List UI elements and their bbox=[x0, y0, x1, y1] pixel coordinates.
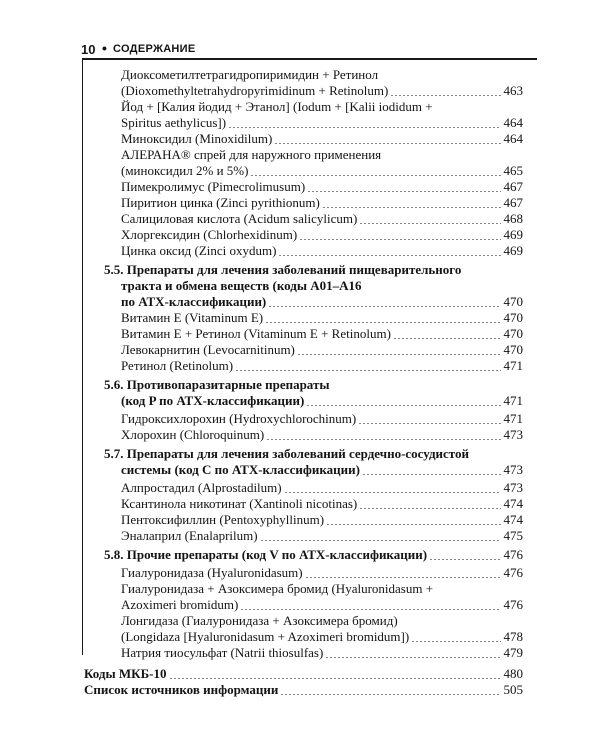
dot-leader bbox=[390, 95, 500, 96]
dot-leader bbox=[228, 127, 500, 128]
toc-entry-title: Левокарнитин (Levocarnitinum) bbox=[121, 342, 295, 357]
toc-page-number: 470 bbox=[503, 294, 523, 309]
dot-leader bbox=[306, 405, 500, 406]
toc-entry-title: Пиритион цинка (Zinci pyrithionum) bbox=[121, 195, 320, 210]
toc-entry-line: Йод + [Калия йодид + Этанол] (Iodum + [Kalii iodidum + bbox=[121, 99, 433, 114]
toc-chapter-title: Список источников информации bbox=[84, 682, 279, 697]
dot-leader bbox=[265, 322, 500, 323]
toc-entry bbox=[121, 358, 523, 374]
toc-entry bbox=[121, 115, 523, 131]
dot-leader bbox=[250, 175, 500, 176]
toc-section-entry bbox=[121, 294, 523, 310]
dot-leader bbox=[297, 354, 501, 355]
toc-page-number: 476 bbox=[503, 565, 523, 580]
toc-entry bbox=[121, 195, 523, 211]
toc-page-number: 476 bbox=[503, 547, 523, 562]
toc-page-number: 505 bbox=[503, 682, 523, 697]
toc-section-entry bbox=[121, 462, 523, 478]
toc-page-number: 469 bbox=[503, 243, 523, 258]
toc-entry-title: Хлорохин (Chloroquinum) bbox=[121, 427, 265, 442]
toc-entry-line: АЛЕРАНА® спрей для наружного применения bbox=[121, 147, 382, 162]
toc-entry bbox=[121, 645, 523, 661]
toc-page-number: 471 bbox=[503, 358, 523, 373]
dot-leader bbox=[169, 678, 501, 679]
toc-entry-title: Гидроксихлорохин (Hydroxychlorochinum) bbox=[121, 411, 357, 426]
toc-entry-line: Диоксометилтетрагидропиримидин + Ретинол bbox=[121, 67, 379, 82]
toc-entry-title: (Longidaza [Hyaluronidasum + Azoximeri bromidum]) bbox=[121, 629, 410, 644]
dot-leader bbox=[260, 540, 501, 541]
toc-page-number: 473 bbox=[503, 462, 523, 477]
toc-entry-title: Пимекролимус (Pimecrolimusum) bbox=[121, 179, 306, 194]
toc-entry bbox=[121, 528, 523, 544]
toc-entry-title: Azoximeri bromidum) bbox=[121, 597, 239, 612]
toc-page-number: 479 bbox=[503, 645, 523, 660]
toc-entry bbox=[121, 131, 523, 147]
section-heading-line: 5.7. Препараты для лечения заболеваний сердечно-сосудистой bbox=[104, 446, 469, 461]
toc-entry-title: Натрия тиосульфат (Natrii thiosulfas) bbox=[121, 645, 324, 660]
toc-entry-title: Хлоргексидин (Chlorhexidinum) bbox=[121, 227, 298, 242]
toc-page-number: 475 bbox=[503, 528, 523, 543]
toc-entry-title: Ксантинола никотинат (Xantinoli nicotinas) bbox=[121, 496, 358, 511]
toc-entry bbox=[121, 496, 523, 512]
toc-page-number: 467 bbox=[503, 179, 523, 194]
toc-page-number: 478 bbox=[503, 629, 523, 644]
toc-page-number: 468 bbox=[503, 211, 523, 226]
toc-entry bbox=[121, 326, 523, 342]
dot-leader bbox=[325, 657, 500, 658]
dot-leader bbox=[359, 223, 500, 224]
toc-page-number: 464 bbox=[503, 131, 523, 146]
dot-leader bbox=[326, 524, 500, 525]
toc-section-title: (код P по АТХ-классификации) bbox=[121, 393, 305, 408]
section-heading-line: тракта и обмена веществ (коды A01–A16 bbox=[121, 278, 362, 293]
header-title: СОДЕРЖАНИЕ bbox=[113, 43, 196, 55]
toc-page-number: 474 bbox=[503, 496, 523, 511]
toc-page-number: 471 bbox=[503, 411, 523, 426]
dot-leader bbox=[393, 338, 501, 339]
toc-section-title: 5.8. Прочие препараты (код V по АТХ-классификации) bbox=[104, 547, 428, 562]
toc-entry bbox=[121, 310, 523, 326]
toc-entry bbox=[121, 227, 523, 243]
toc-entry bbox=[121, 211, 523, 227]
toc-page-number: 465 bbox=[503, 163, 523, 178]
toc-entry bbox=[121, 342, 523, 358]
toc-entry bbox=[121, 411, 523, 427]
dot-leader bbox=[305, 577, 501, 578]
toc-page-number: 470 bbox=[503, 310, 523, 325]
toc-page-number: 463 bbox=[503, 83, 523, 98]
toc-entry-title: (Dioxomethyltetrahydropyrimidinum + Retinolum) bbox=[121, 83, 389, 98]
dot-leader bbox=[411, 641, 500, 642]
toc-entry-title: Витамин Е (Vitaminum E) bbox=[121, 310, 264, 325]
toc-page-number: 467 bbox=[503, 195, 523, 210]
dot-leader bbox=[429, 559, 500, 560]
toc-chapter-title: Коды МКБ-10 bbox=[84, 666, 167, 681]
toc-entry bbox=[121, 163, 523, 179]
toc-entry-line: Лонгидаза (Гиалуронидаза + Азоксимера бромид) bbox=[121, 613, 398, 628]
toc-section-title: системы (код C по АТХ-классификации) bbox=[121, 462, 360, 477]
toc-entry bbox=[121, 565, 523, 581]
dot-leader bbox=[240, 609, 500, 610]
toc-entry-line: Гиалуронидаза + Азоксимера бромид (Hyaluronidasum + bbox=[121, 581, 434, 596]
toc-page-number: 469 bbox=[503, 227, 523, 242]
dot-leader bbox=[266, 439, 500, 440]
toc-section-entry bbox=[121, 393, 523, 409]
toc-page-number: 470 bbox=[503, 326, 523, 341]
toc-entry-title: (миноксидил 2% и 5%) bbox=[121, 163, 249, 178]
dot-leader bbox=[307, 191, 500, 192]
toc-page-number: 470 bbox=[503, 342, 523, 357]
toc-entry bbox=[121, 629, 523, 645]
toc-page-number: 473 bbox=[503, 480, 523, 495]
dot-leader bbox=[284, 492, 501, 493]
toc-entry bbox=[121, 480, 523, 496]
section-heading-line: 5.5. Препараты для лечения заболеваний пищеварительного bbox=[104, 262, 462, 277]
dot-leader bbox=[278, 255, 500, 256]
toc-entry-title: Гиалуронидаза (Hyaluronidasum) bbox=[121, 565, 303, 580]
toc-chapter-entry bbox=[84, 666, 523, 682]
toc-section-entry bbox=[104, 547, 523, 563]
toc-entry bbox=[121, 179, 523, 195]
toc-entry bbox=[121, 243, 523, 259]
toc-section-title: по АТХ-классификации) bbox=[121, 294, 267, 309]
dot-leader bbox=[280, 694, 500, 695]
header-bullet: • bbox=[102, 40, 107, 56]
toc-entry-title: Ретинол (Retinolum) bbox=[121, 358, 234, 373]
toc-entry-title: Пентоксифиллин (Pentoxyphyllinum) bbox=[121, 512, 325, 527]
dot-leader bbox=[322, 207, 501, 208]
toc-entry-title: Витамин Е + Ретинол (Vitaminum E + Retinolum) bbox=[121, 326, 391, 341]
toc-entry bbox=[121, 597, 523, 613]
page-number: 10 bbox=[81, 42, 96, 57]
toc-page-number: 473 bbox=[503, 427, 523, 442]
dot-leader bbox=[359, 508, 500, 509]
toc-page-number: 476 bbox=[503, 597, 523, 612]
toc-entry-title: Миноксидил (Minoxidilum) bbox=[121, 131, 273, 146]
toc-entry bbox=[121, 83, 523, 99]
dot-leader bbox=[362, 474, 501, 475]
toc-entry-title: Салициловая кислота (Acidum salicylicum) bbox=[121, 211, 358, 226]
dot-leader bbox=[299, 239, 500, 240]
toc-chapter-entry bbox=[84, 682, 523, 698]
toc-entry-title: Spiritus aethylicus]) bbox=[121, 115, 227, 130]
section-heading-line: 5.6. Противопаразитарные препараты bbox=[104, 377, 330, 392]
toc-entry-title: Цинка оксид (Zinci oxydum) bbox=[121, 243, 277, 258]
dot-leader bbox=[235, 370, 500, 371]
toc-page-number: 464 bbox=[503, 115, 523, 130]
dot-leader bbox=[358, 423, 500, 424]
dot-leader bbox=[268, 306, 500, 307]
toc-page-number: 471 bbox=[503, 393, 523, 408]
toc-entry-title: Эналаприл (Enalaprilum) bbox=[121, 528, 258, 543]
toc-entry-title: Алпростадил (Alprostadilum) bbox=[121, 480, 282, 495]
dot-leader bbox=[274, 143, 500, 144]
toc-page-number: 480 bbox=[503, 666, 523, 681]
toc-entry bbox=[121, 427, 523, 443]
toc-entry bbox=[121, 512, 523, 528]
toc-page-number: 474 bbox=[503, 512, 523, 527]
